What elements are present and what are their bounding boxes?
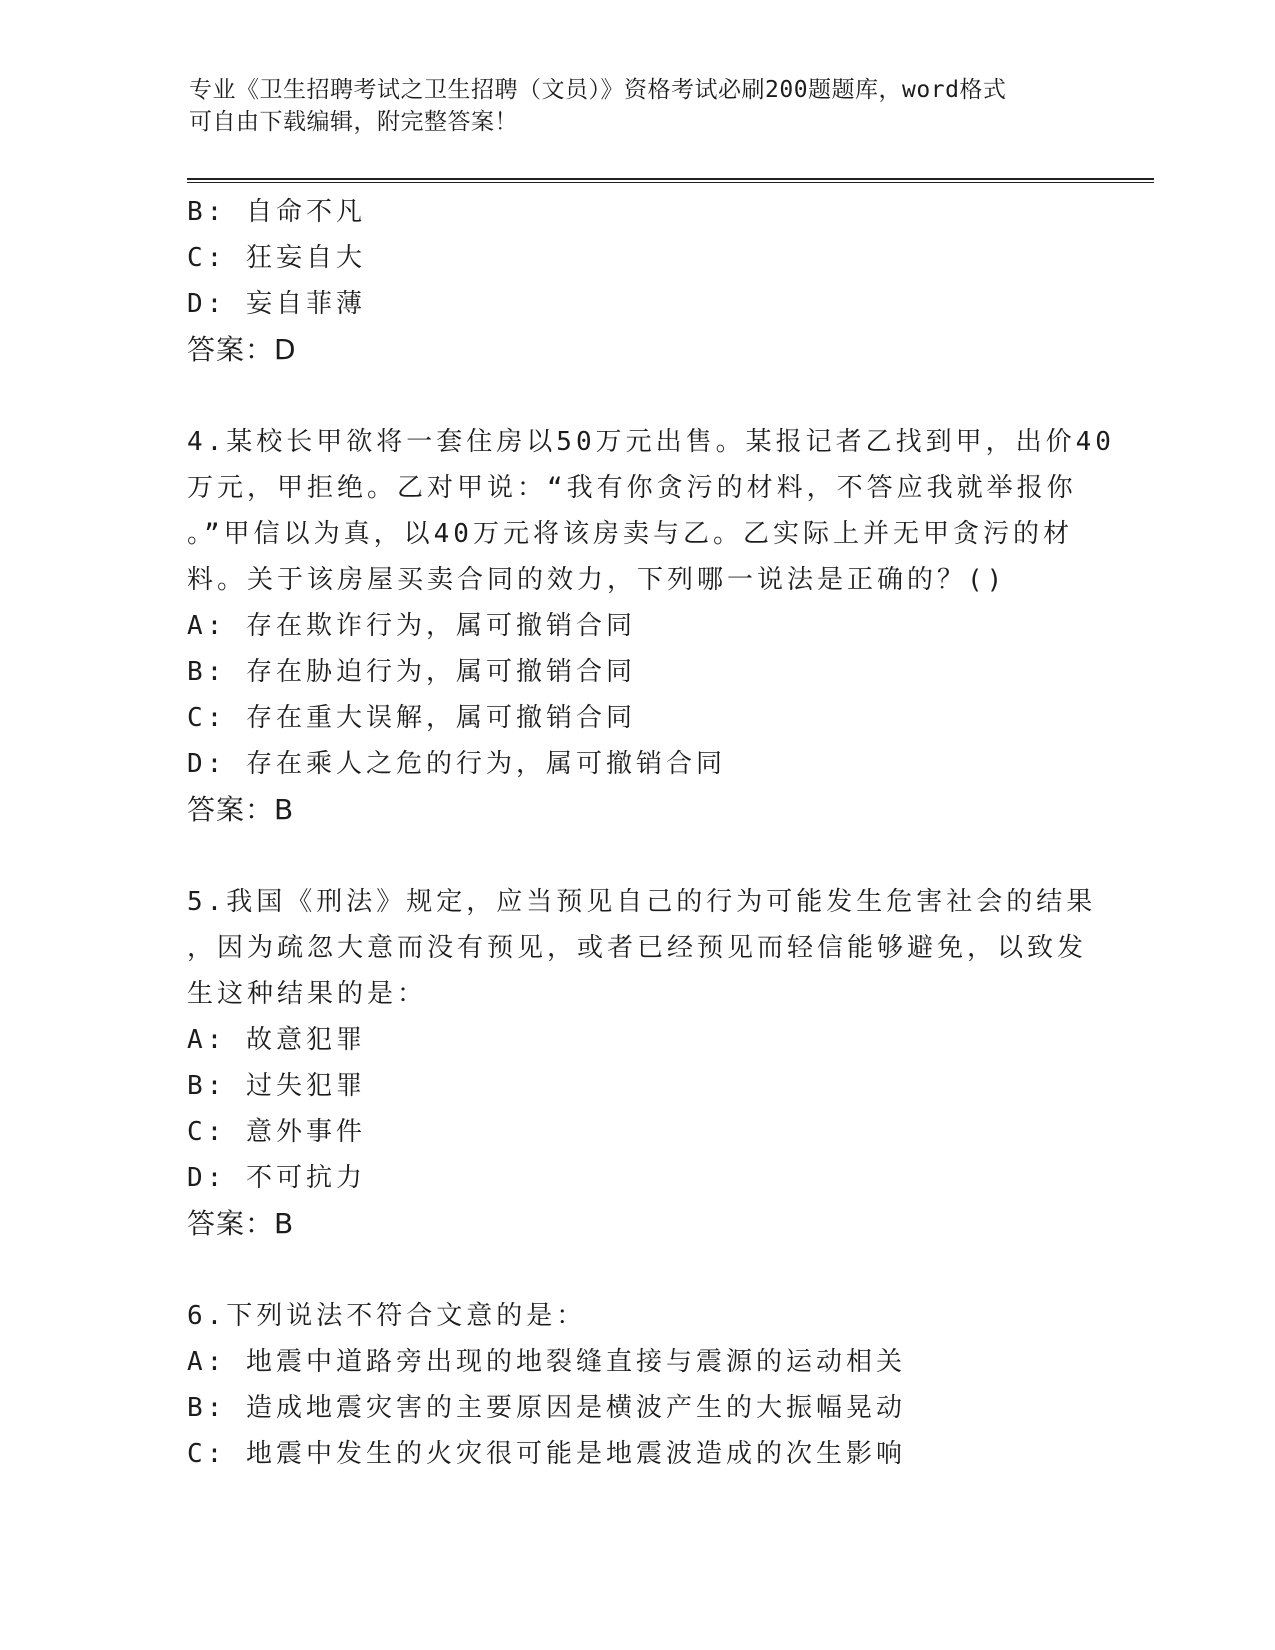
question-4 xyxy=(187,419,1115,833)
header-title-line2: 可自由下载编辑，附完整答案！ xyxy=(189,109,518,135)
question-stem-line: 生这种结果的是： xyxy=(187,979,428,1009)
answer-label: 答案：B xyxy=(187,1207,295,1240)
spacer xyxy=(187,833,1087,879)
spacer xyxy=(187,1247,1087,1293)
question-stem-line: ，因为疏忽大意而没有预见，或者已经预见而轻信能够避免，以致发 xyxy=(187,933,1088,963)
page-header xyxy=(189,74,1079,138)
answer-label: 答案：B xyxy=(187,793,295,826)
answer-label: 答案：D xyxy=(187,333,297,366)
option-a: A: 地震中道路旁出现的地裂缝直接与震源的运动相关 xyxy=(187,1347,906,1377)
option-a: A: 存在欺诈行为，属可撤销合同 xyxy=(187,611,636,641)
question-stem-line: 6.下列说法不符合文意的是： xyxy=(187,1301,587,1331)
option-d: D: 妄自菲薄 xyxy=(187,289,366,319)
option-c: C: 地震中发生的火灾很可能是地震波造成的次生影响 xyxy=(187,1439,906,1469)
option-b: B: 过失犯罪 xyxy=(187,1071,366,1101)
option-a: A: 故意犯罪 xyxy=(187,1025,366,1055)
question-stem-line: 料。关于该房屋买卖合同的效力，下列哪一说法是正确的？() xyxy=(187,565,1007,595)
option-c: C: 狂妄自大 xyxy=(187,243,366,273)
question-3-tail xyxy=(187,189,1087,373)
question-6 xyxy=(187,1293,1087,1477)
question-stem-line: 万元，甲拒绝。乙对甲说：“我有你贪污的材料，不答应我就举报你 xyxy=(187,473,1077,503)
header-title-line1: 专业《卫生招聘考试之卫生招聘（文员）》资格考试必刷200题题库，word格式 xyxy=(189,77,1007,103)
option-d: D: 存在乘人之危的行为，属可撤销合同 xyxy=(187,749,726,779)
option-d: D: 不可抗力 xyxy=(187,1163,366,1193)
option-c: C: 存在重大误解，属可撤销合同 xyxy=(187,703,636,733)
question-stem-line: 5.我国《刑法》规定，应当预见自己的行为可能发生危害社会的结果 xyxy=(187,887,1097,917)
question-stem-line: 。”甲信以为真，以40万元将该房卖与乙。乙实际上并无甲贪污的材 xyxy=(187,519,1073,549)
question-5 xyxy=(187,879,1097,1247)
option-c: C: 意外事件 xyxy=(187,1117,366,1147)
option-b: B: 存在胁迫行为，属可撤销合同 xyxy=(187,657,636,687)
question-content xyxy=(187,189,1115,1477)
spacer xyxy=(187,373,1087,419)
question-stem-line: 4.某校长甲欲将一套住房以50万元出售。某报记者乙找到甲，出价40 xyxy=(187,427,1115,457)
option-b: B: 造成地震灾害的主要原因是横波产生的大振幅晃动 xyxy=(187,1393,906,1423)
header-divider xyxy=(187,178,1154,183)
option-b: B: 自命不凡 xyxy=(187,197,366,227)
